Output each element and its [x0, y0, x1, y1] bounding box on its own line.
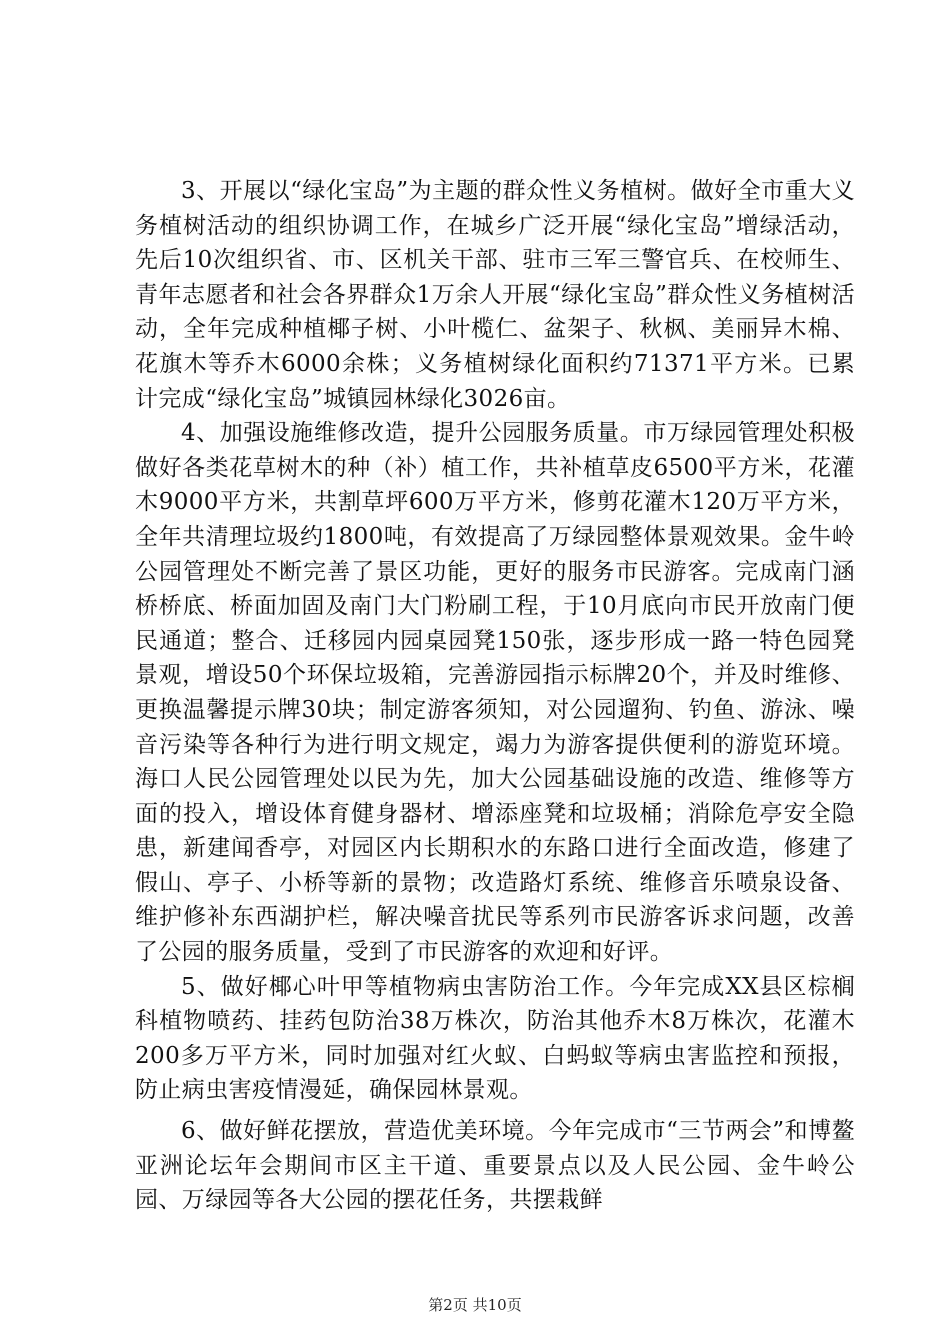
paragraph-5: 5、做好椰心叶甲等植物病虫害防治工作。今年完成XX县区棕榈科植物喷药、挂药包防治38万株次，防治其他乔木8万株次，花灌木200多万平方米，同时加强对红火蚁、白蚂蚁等病虫害监控和预报，防止病虫害疫情漫延，确保园林景观。 — [135, 973, 855, 1104]
paragraph-3: 3、开展以“绿化宝岛”为主题的群众性义务植树。做好全市重大义务植树活动的组织协调工作，在城乡广泛开展“绿化宝岛”增绿活动，先后10次组织省、市、区机关干部、驻市三军三警官兵、在校师生、青年志愿者和社会各界群众1万余人开展“绿化宝岛”群众性义务植树活动，全年完成种植椰子树、小叶榄仁、盆架子、秋枫、美丽异木棉、花旗木等乔木6000余株；义务植树绿化面积约71371平方米。已累计完成“绿化宝岛”城镇园林绿化3026亩。 — [135, 178, 855, 412]
page-footer: 第2页 共10页 — [428, 1296, 522, 1314]
document-body — [135, 174, 855, 1218]
paragraph-4: 4、加强设施维修改造，提升公园服务质量。市万绿园管理处积极做好各类花草树木的种（补）植工作，共补植草皮6500平方米，花灌木9000平方米，共割草坪600万平方米，修剪花灌木120万平方米，全年共清理垃圾约1800吨，有效提高了万绿园整体景观效果。金牛岭公园管理处不断完善了景区功能，更好的服务市民游客。完成南门涵桥桥底、桥面加固及南门大门粉刷工程，于10月底向市民开放南门便民通道；整合、迁移园内园桌园凳150张，逐步形成一路一特色园凳景观，增设50个环保垃圾箱，完善游园指示标牌20个，并及时维修、更换温馨提示牌30块；制定游客须知，对公园遛狗、钓鱼、游泳、噪音污染等各种行为进行明文规定，竭力为游客提供便利的游览环境。海口人民公园管理处以民为先，加大公园基础设施的改造、维修等方面的投入，增设体育健身器材、增添座凳和垃圾桶；消除危亭安全隐患，新建闻香亭，对园区内长期积水的东路口进行全面改造，修建了假山、亭子、小桥等新的景物；改造路灯系统、维修音乐喷泉设备、维护修补东西湖护栏，解决噪音扰民等系列市民游客诉求问题，改善了公园的服务质量，受到了市民游客的欢迎和好评。 — [135, 420, 855, 966]
paragraph-6: 6、做好鲜花摆放，营造优美环境。今年完成市“三节两会”和博鳌亚洲论坛年会期间市区主干道、重要景点以及人民公园、金牛岭公园、万绿园等各大公园的摆花任务，共摆栽鲜 — [135, 1118, 855, 1214]
